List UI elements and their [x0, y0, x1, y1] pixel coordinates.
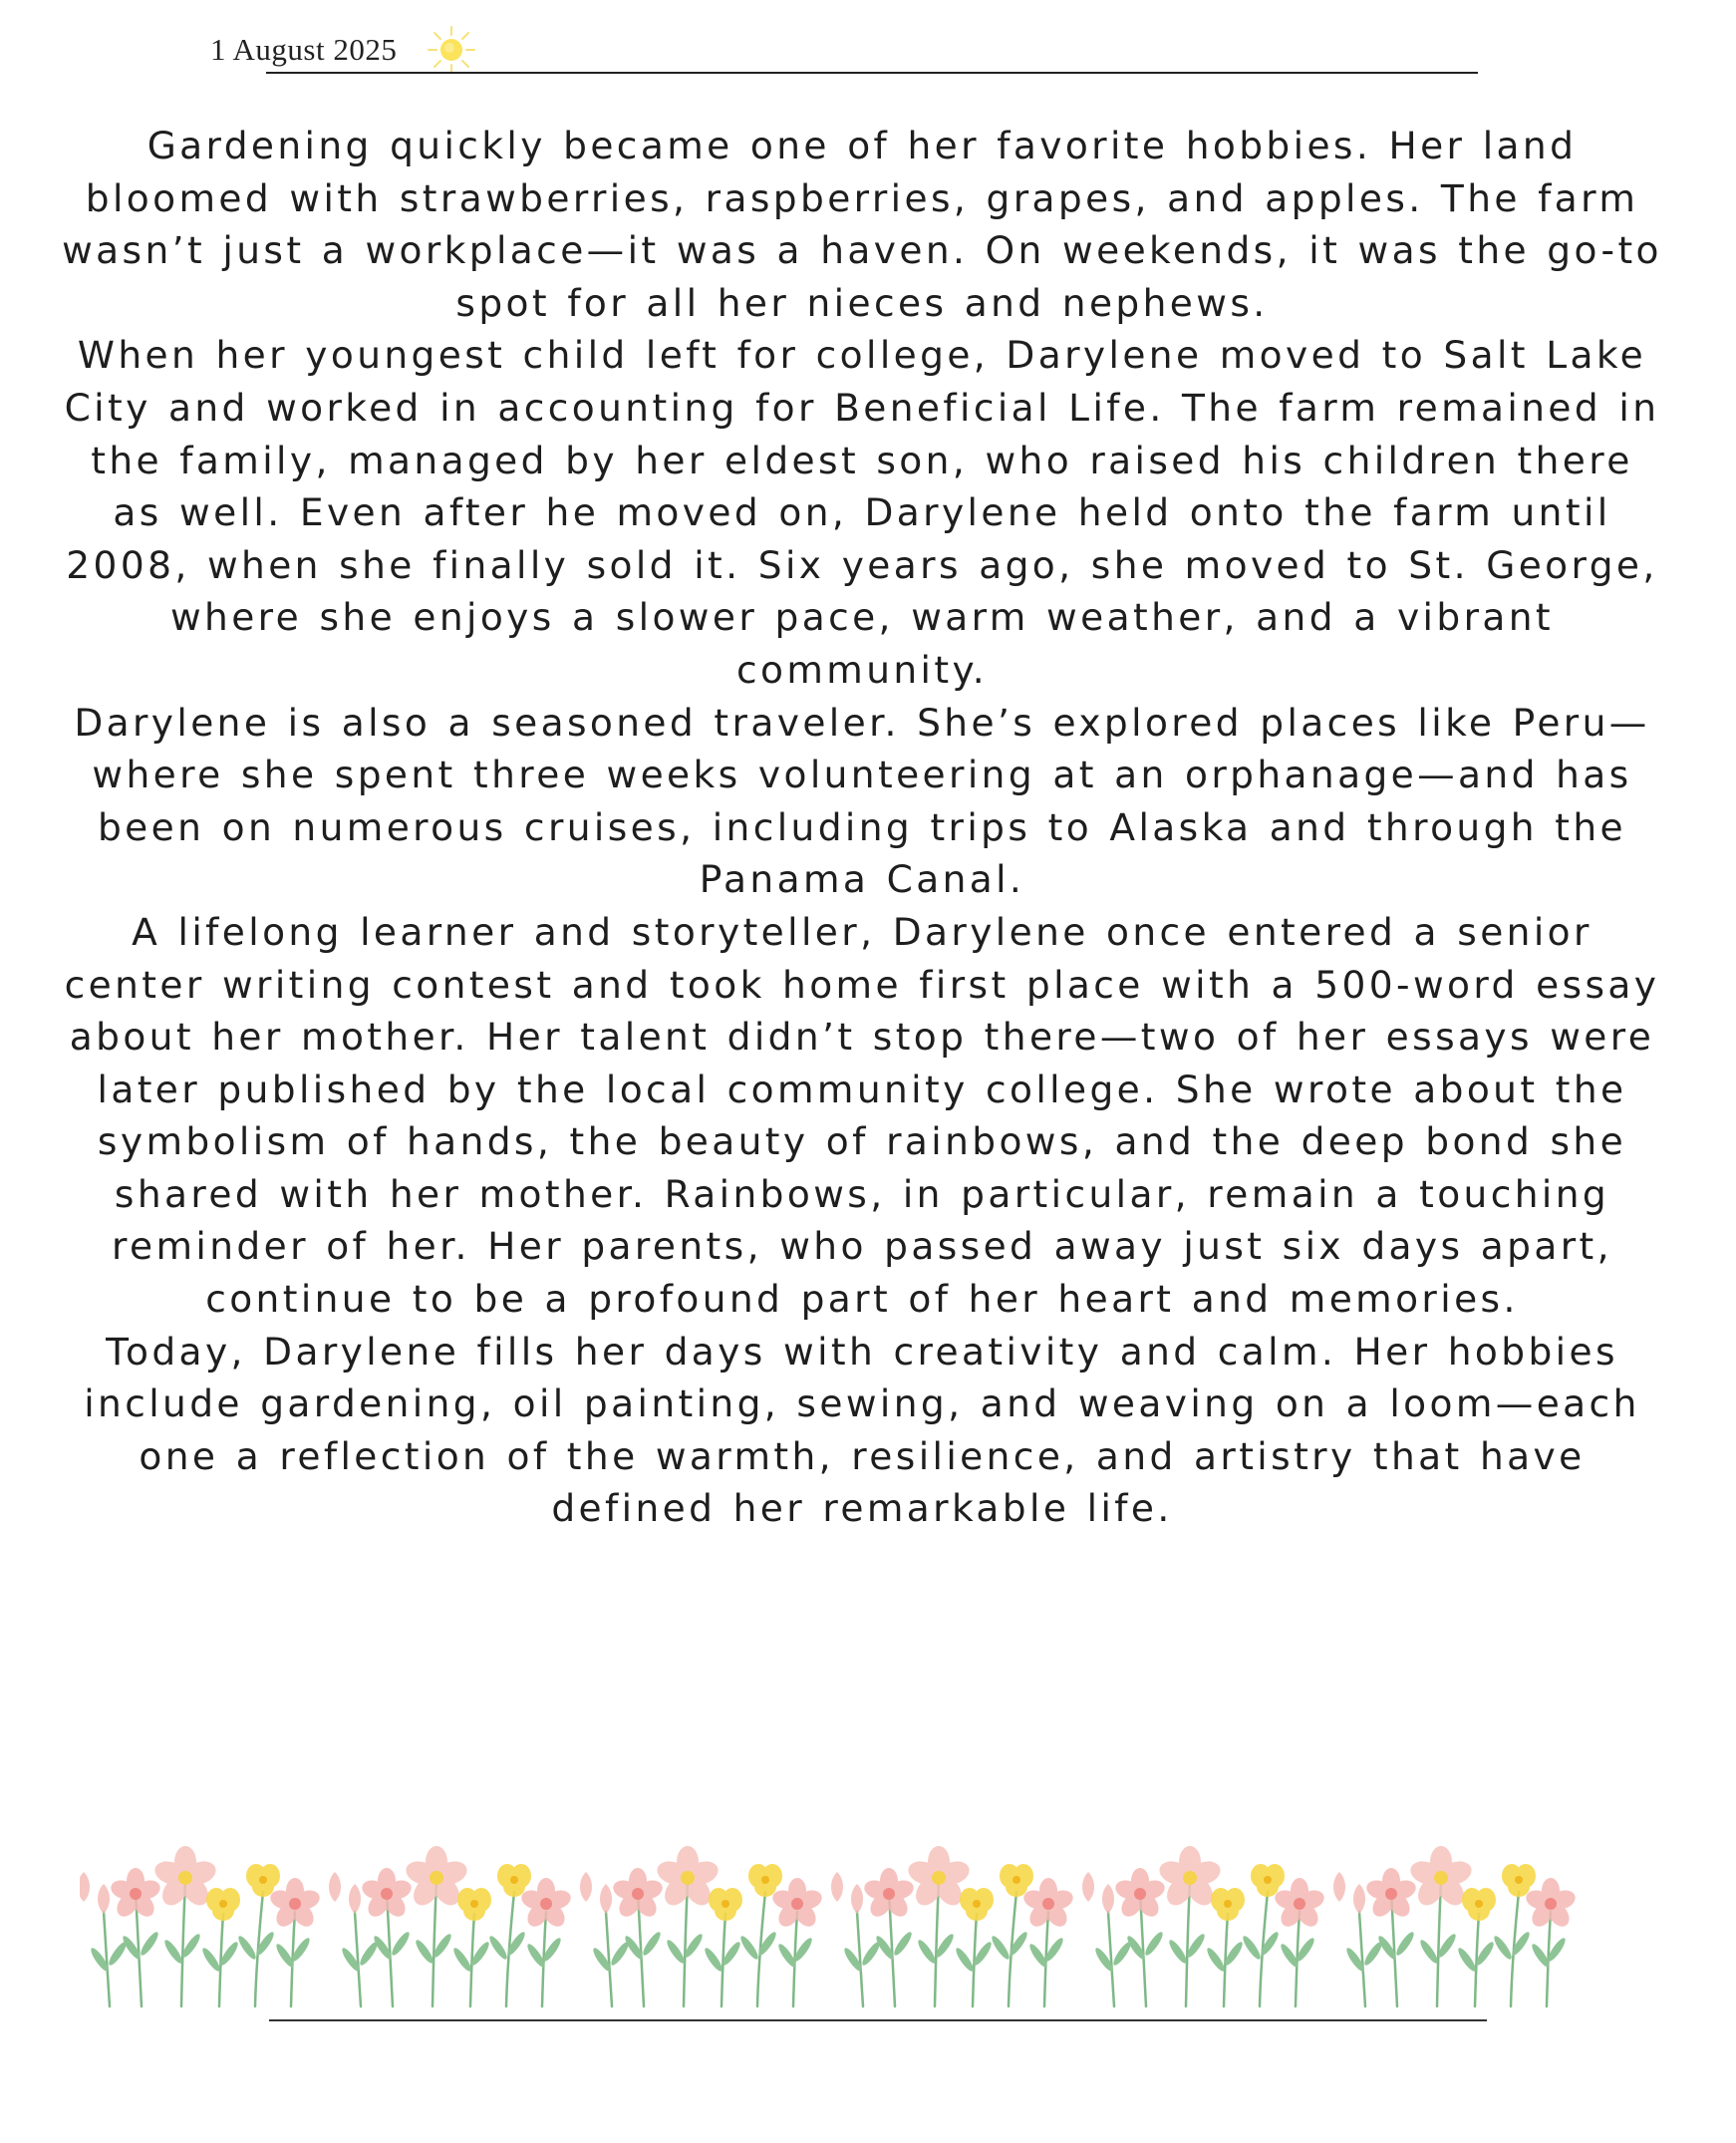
header-divider: [266, 72, 1478, 74]
date-label: 1 August 2025: [210, 32, 398, 67]
paragraph-today: Today, Darylene fills her days with creativity and calm. Her hobbies include gardening, oil painting, sewing, and weaving on a loom—each one a reflection of the warmth, resilience, and artistry that have defined her remarkable life.: [84, 1329, 1640, 1531]
paragraph-travel: Darylene is also a seasoned traveler. She’s explored places like Peru—where she spent three weeks volunteering at an orphanage—and has been on numerous cruises, including trips to Alaska and through the Panama Canal.: [74, 700, 1650, 902]
paragraph-writing: A lifelong learner and storyteller, Darylene once entered a senior center writing contest and took home first place with a 500-word essay about her mother. Her talent didn’t stop there—two of her essays were later published by the local community college. She wrote about the symbolism of hands, the beauty of rainbows, and the deep bond she shared with her mother. Rainbows, in particular, remain a touching reminder of her. Her parents, who passed away just six days apart, continue to be a profound part of her heart and memories.: [64, 909, 1660, 1322]
footer-divider: [269, 2019, 1487, 2021]
sun-icon: [426, 24, 477, 76]
paragraph-salt-lake-city: When her youngest child left for college, Darylene moved to Salt Lake City and worked in accounting for Beneficial Life. The farm remained in the family, managed by her eldest son, who raised his children there as well. Even after he moved on, Darylene held onto the farm until 2008, when she finally sold it. Six years ago, she moved to St. George, where she enjoys a slower pace, warm weather, and a vibrant community.: [64, 333, 1660, 692]
paragraph-gardening: Gardening quickly became one of her favorite hobbies. Her land bloomed with strawberries, raspberries, grapes, and apples. The farm wasn’t just a workplace—it was a haven. On weekends, it was the go-to spot for all her nieces and nephews.: [62, 124, 1662, 325]
page-header: [204, 24, 1480, 76]
flower-border-icon: [80, 1842, 1634, 2021]
article-body: [60, 120, 1664, 1535]
